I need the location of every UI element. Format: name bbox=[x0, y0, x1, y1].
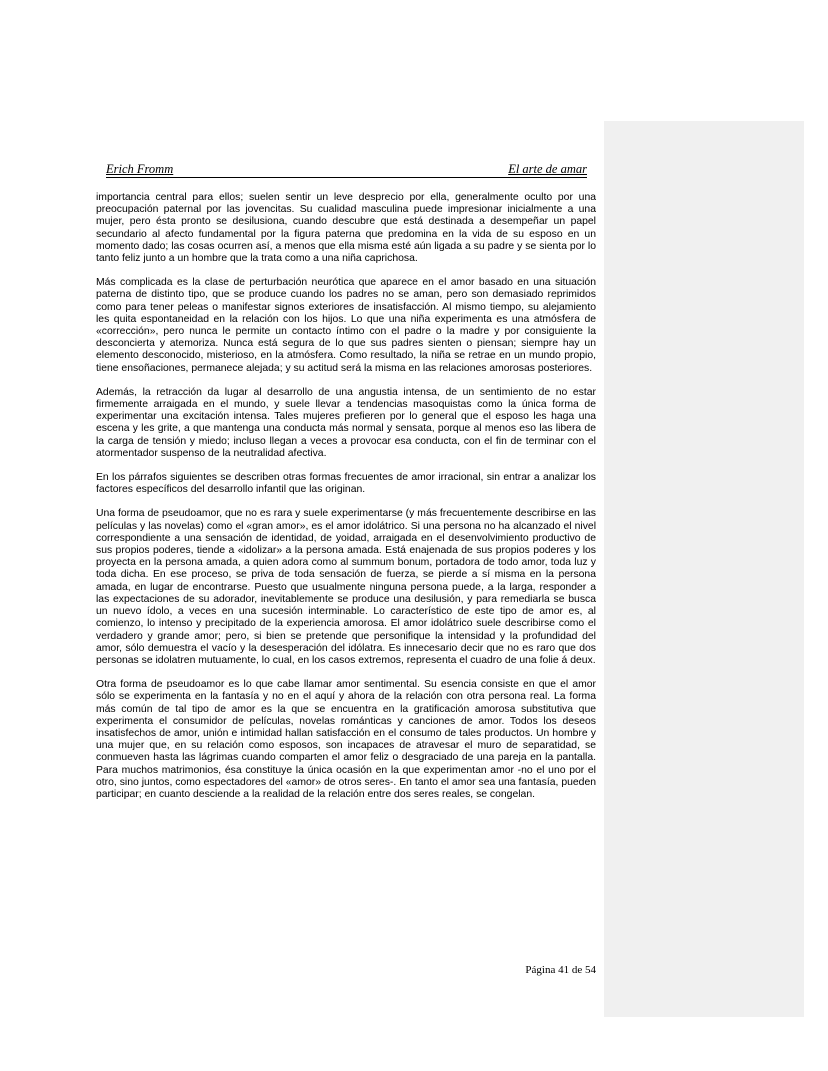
header-book-title: El arte de amar bbox=[508, 162, 587, 176]
paragraph: importancia central para ellos; suelen sentir un leve desprecio por ella, generalmente oculto por una preocupación paternal por las jovencitas. Su cualidad masculina puede impresionar inicialmente a una mujer, pero ésta pronto se desilusiona, cuando descubre que está destinada a desempeñar un papel secundario al afecto fundamental por la figura paterna que predomina en la vida de su esposo en un momento dado; las cosas ocurren así, a menos que ella misma esté aún ligada a su padre y se sienta por lo tanto feliz junto a un hombre que la trata como a una niña caprichosa. bbox=[96, 192, 596, 265]
paragraph: Más complicada es la clase de perturbación neurótica que aparece en el amor basado en una situación paterna de distinto tipo, que se produce cuando los padres no se aman, pero son demasiado reprimidos como para tener peleas o manifestar signos exteriores de insatisfacción. Al mismo tiempo, su alejamiento les quita espontaneidad en la relación con los hijos. Lo que una niña experimenta es una atmósfera de «corrección», pero nunca le permite un contacto íntimo con el padre o la madre y por consiguiente la desconcierta y atemoriza. Nunca está segura de lo que sus padres sienten o piensan; siempre hay un elemento desconocido, misterioso, en la atmósfera. Como resultado, la niña se retrae en un mundo propio, tiene ensoñaciones, permanece alejada; y su actitud será la misma en las relaciones amorosas posteriores. bbox=[96, 277, 596, 374]
page-number: Página 41 de 54 bbox=[525, 964, 596, 976]
paragraph: Una forma de pseudoamor, que no es rara y suele experimentarse (y más frecuentemente describirse en las películas y las novelas) como el «gran amor», es el amor idolátrico. Si una persona no ha alcanzado el nivel correspondiente a una sensación de identidad, de yoidad, arraigada en el desenvolvimiento productivo de sus propios poderes, tiende a «idolizar» a la persona amada. Está enajenada de sus propios poderes y los proyecta en la persona amada, a quien adora como al summum bonum, portadora de todo amor, toda luz y toda dicha. En ese proceso, se priva de toda sensación de fuerza, se pierde a sí misma en la persona amada, en lugar de encontrarse. Puesto que usualmente ninguna persona puede, a la larga, responder a las expectaciones de su adorador, inevitablemente se produce una desilusión, y para remediarla se busca un nuevo ídolo, a veces en una sucesión interminable. Lo característico de este tipo de amor es, al comienzo, lo intenso y precipitado de la experiencia amorosa. El amor idolátrico suele describirse como el verdadero y grande amor; pero, si bien se pretende que personifique la intensidad y la profundidad del amor, sólo demuestra el vacío y la desesperación del idólatra. Es innecesario decir que no es raro que dos personas se idolatren mutuamente, lo cual, en los casos extremos, representa el cuadro de una folie á deux. bbox=[96, 508, 596, 666]
header-author: Erich Fromm bbox=[106, 162, 174, 176]
page-header bbox=[106, 162, 587, 178]
paragraph: Otra forma de pseudoamor es lo que cabe llamar amor sentimental. Su esencia consiste en que el amor sólo se experimenta en la fantasía y no en el aquí y ahora de la relación con otra persona real. La forma más común de tal tipo de amor es la que se encuentra en la gratificación amorosa substitutiva que experimenta el consumidor de películas, novelas románticas y canciones de amor. Todos los deseos insatisfechos de amor, unión e intimidad hallan satisfacción en el consumo de tales productos. Un hombre y una mujer que, en su relación como esposos, son incapaces de atravesar el muro de separatidad, se conmueven hasta las lágrimas cuando comparten el amor feliz o desgraciado de una pareja en la pantalla. Para muchos matrimonios, ésa constituye la única ocasión en la que experimentan amor -no el uno por el otro, sino juntos, como espectadores del «amor» de otros seres-. En tanto el amor sea una fantasía, pueden participar; en cuanto desciende a la realidad de la relación entre dos seres reales, se congelan. bbox=[96, 679, 596, 800]
paragraph: En los párrafos siguientes se describen otras formas frecuentes de amor irracional, sin entrar a analizar los factores específicos del desarrollo infantil que las originan. bbox=[96, 472, 596, 496]
comment-margin-pane bbox=[604, 121, 804, 1017]
page-body bbox=[96, 192, 596, 813]
paragraph: Además, la retracción da lugar al desarrollo de una angustia intensa, de un sentimiento de no estar firmemente arraigada en el mundo, y suele llevar a tendencias masoquistas como la única forma de experimentar una excitación intensa. Tales mujeres prefieren por lo general que el esposo les haga una escena y les grite, a que mantenga una conducta más normal y sensata, porque al menos eso las libera de la carga de tensión y miedo; incluso llegan a veces a provocar esa conducta, con el fin de terminar con el atormentador suspenso de la neutralidad afectiva. bbox=[96, 386, 596, 459]
